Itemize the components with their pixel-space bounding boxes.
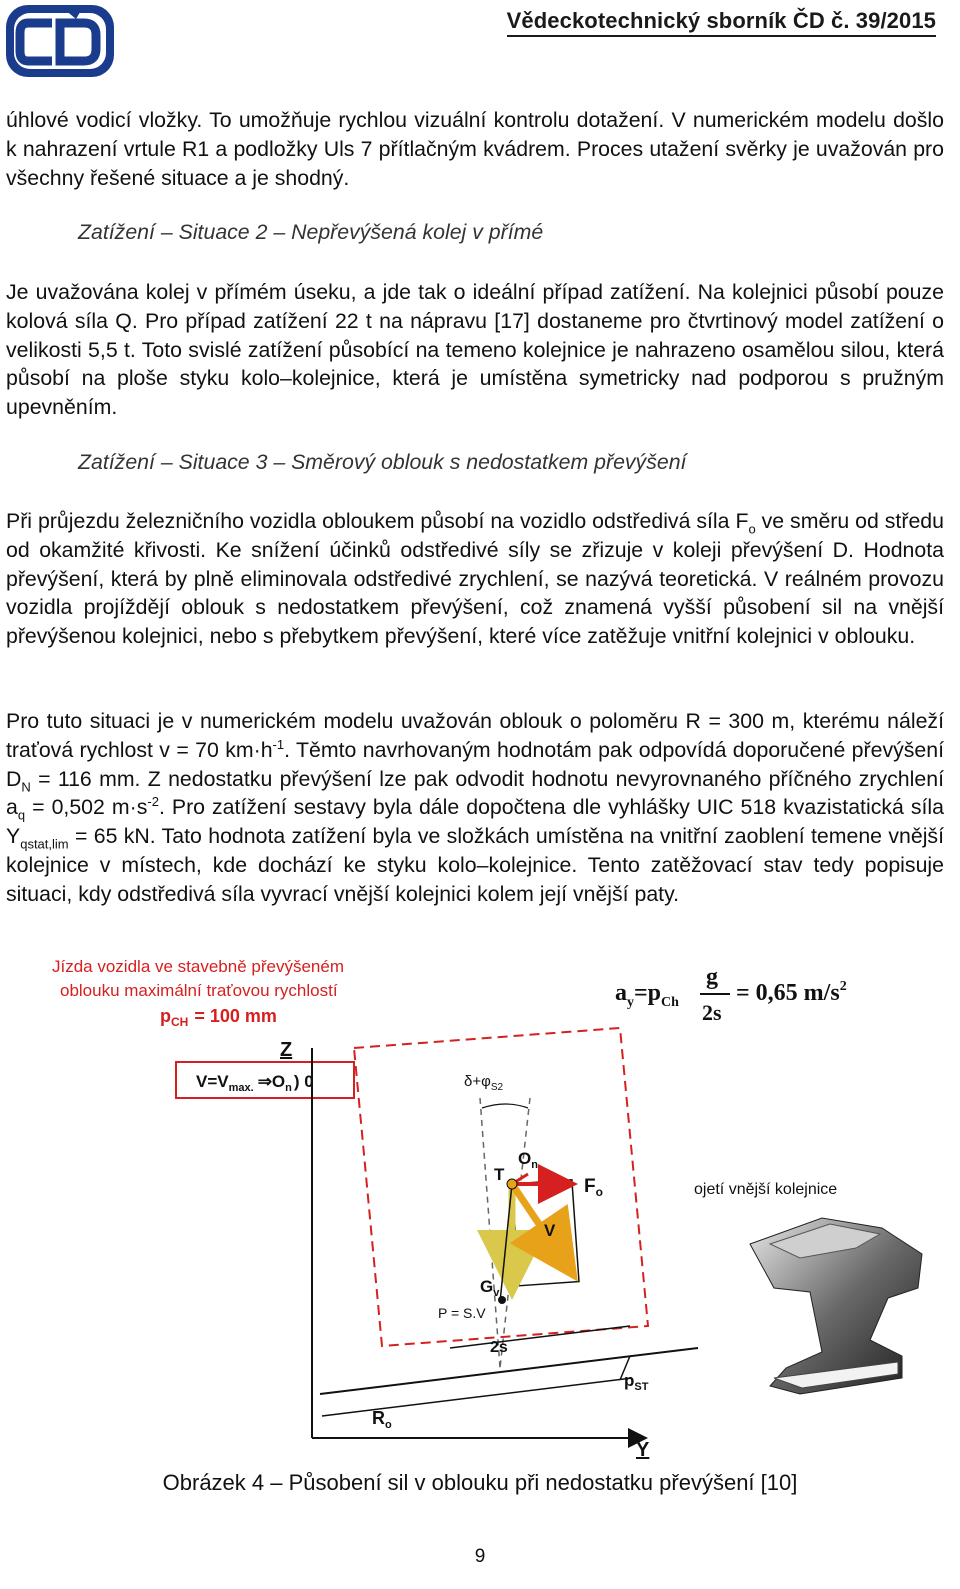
acceleration-formula: [615, 964, 847, 1025]
v-label: V: [544, 1221, 556, 1240]
cd-logo: [4, 3, 116, 79]
journal-title: Vědeckotechnický sborník ČD č. 39/2015: [507, 8, 936, 37]
angle-arc: [482, 1104, 528, 1108]
paragraph-2-text: Je uvažována kolej v přímém úseku, a jde tak o ideální případ zatížení. Na kolejnici působí pouze kolová síla Q. Pro případ zatížení 22 t na nápravu [17] dostaneme pro čtvrtinový model zatížení o velikosti 5,5 t. Toto svislé zatížení působící na temeno kolejnice je nahrazeno osamělou silou, která působí na ploše styku kolo–kolejnice, která je umístěna symetricky nad podporou s pružným upevněním.: [6, 280, 944, 420]
rail-wear-note: ojetí vnější kolejnice: [694, 1181, 838, 1198]
condition-text: $V=V_{max.}$ $\Rightarrow O_n$ ) 0: [196, 1072, 314, 1094]
section-heading-situation-3: Zatížení – Situace 3 – Směrový oblouk s nedostatkem převýšení: [78, 450, 687, 474]
fo-label: $F_o$: [584, 1176, 603, 1199]
svg-text:g: g: [706, 964, 718, 990]
figure-caption: Obrázek 4 – Působení sil v oblouku při nedostatku převýšení [10]: [162, 1470, 798, 1495]
p-label: P = S.V: [438, 1305, 486, 1321]
track-base-line: [322, 1378, 632, 1416]
paragraph-2: [6, 278, 944, 422]
on-label: $O_n$: [518, 1149, 538, 1171]
center-of-gravity-point: [507, 1179, 517, 1189]
section-heading-situation-2: Zatížení – Situace 2 – Nepřevýšená kolej v přímé: [78, 220, 544, 244]
paragraph-4-text: Pro tuto situaci je v numerickém modelu uvažován oblouk o poloměru R = 300 m, kterému náleží traťová rychlost v = 70 $km\cdot h^{-1}$. Těmto navrhovaným hodnotám pak odpovídá doporučené převýšení $D_N = 116$ mm. Z nedostatku převýšení lze pak odvodit hodnotu nevyrovnaného příčného zrychlení $a_q = 0,502$ $m\cdot s^{-2}$. Pro zatížení sestavy byla dále dopočtena dle vyhlášky UIC 518 kvazistatická síla $Y_{qstat,lim} = 65$ kN. Tato hodnota zatížení byla ve složkách umístěna na vnitřní zaoblení temene vnější kolejnice v místech, kde dochází ke styku kolo–kolejnice. Tento zatěžovací stav tedy popisuje situaci, kdy odstředivá síla vyvrací vnější kolejnici kolem její vnější paty.: [6, 709, 944, 906]
axle-line: [450, 1326, 630, 1348]
worn-rail-photo: [750, 1218, 922, 1394]
red-note-line-2: oblouku maximální traťovou rychlostí: [60, 981, 338, 1000]
y-axis-label: Y: [636, 1439, 650, 1461]
paragraph-3-text: Při průjezdu železničního vozidla obloukem působí na vozidlo odstředivá síla $F_o$ ve směru od středu od okamžité křivosti. Ke snížení účinků odstředivé síly se zřizuje v koleji převýšení D. Hodnota převýšení, která by plně eliminovala odstředivé zrychlení, se nazývá teoretická. V reálném provozu vozidla projíždějí oblouk s nedostatkem převýšení, což znamená vyšší působení sil na vnější převýšenou kolejnici, nebo s přebytkem převýšení, které více zatěžuje vnitřní kolejnici v oblouku.: [6, 509, 944, 649]
2s-label: 2s: [490, 1339, 508, 1356]
vertical-dashed-line: [480, 1098, 500, 1368]
pst-label: $p_{ST}$: [624, 1371, 649, 1393]
angle-label: $\delta+\varphi_{S2}$: [464, 1073, 504, 1093]
t-label: T: [494, 1165, 505, 1184]
page-number: 9: [474, 1546, 486, 1567]
paragraph-4: [6, 707, 944, 909]
svg-text:= 0,65 m/s2: = 0,65 $m/s^2$: [736, 979, 847, 1006]
pch-label: $p_{CH} = 100$ mm: [160, 1006, 277, 1029]
paragraph-1: [6, 106, 944, 192]
red-note-line-1: Jízda vozidla ve stavebně převýšeném: [52, 957, 344, 976]
ro-label: $R_o$: [372, 1408, 392, 1431]
figure-forces-in-curve: [30, 948, 940, 1466]
paragraph-1-text: úhlové vodicí vložky. To umožňuje rychlou vizuální kontrolu dotažení. V numerickém modelu došlo k nahrazení vrtule R1 a podložky Uls 7 přítlačným kvádrem. Proces utažení svěrky je uvažován pro všechny řešené situace a je shodný.: [6, 108, 944, 190]
svg-text:2s: 2s: [702, 1000, 722, 1025]
svg-text:ay=pCh: $a_y=p_{Ch}$: [615, 980, 679, 1010]
gv-label: $G_v$: [480, 1277, 500, 1299]
z-axis-label: Z: [280, 1039, 293, 1061]
paragraph-3: [6, 507, 944, 651]
